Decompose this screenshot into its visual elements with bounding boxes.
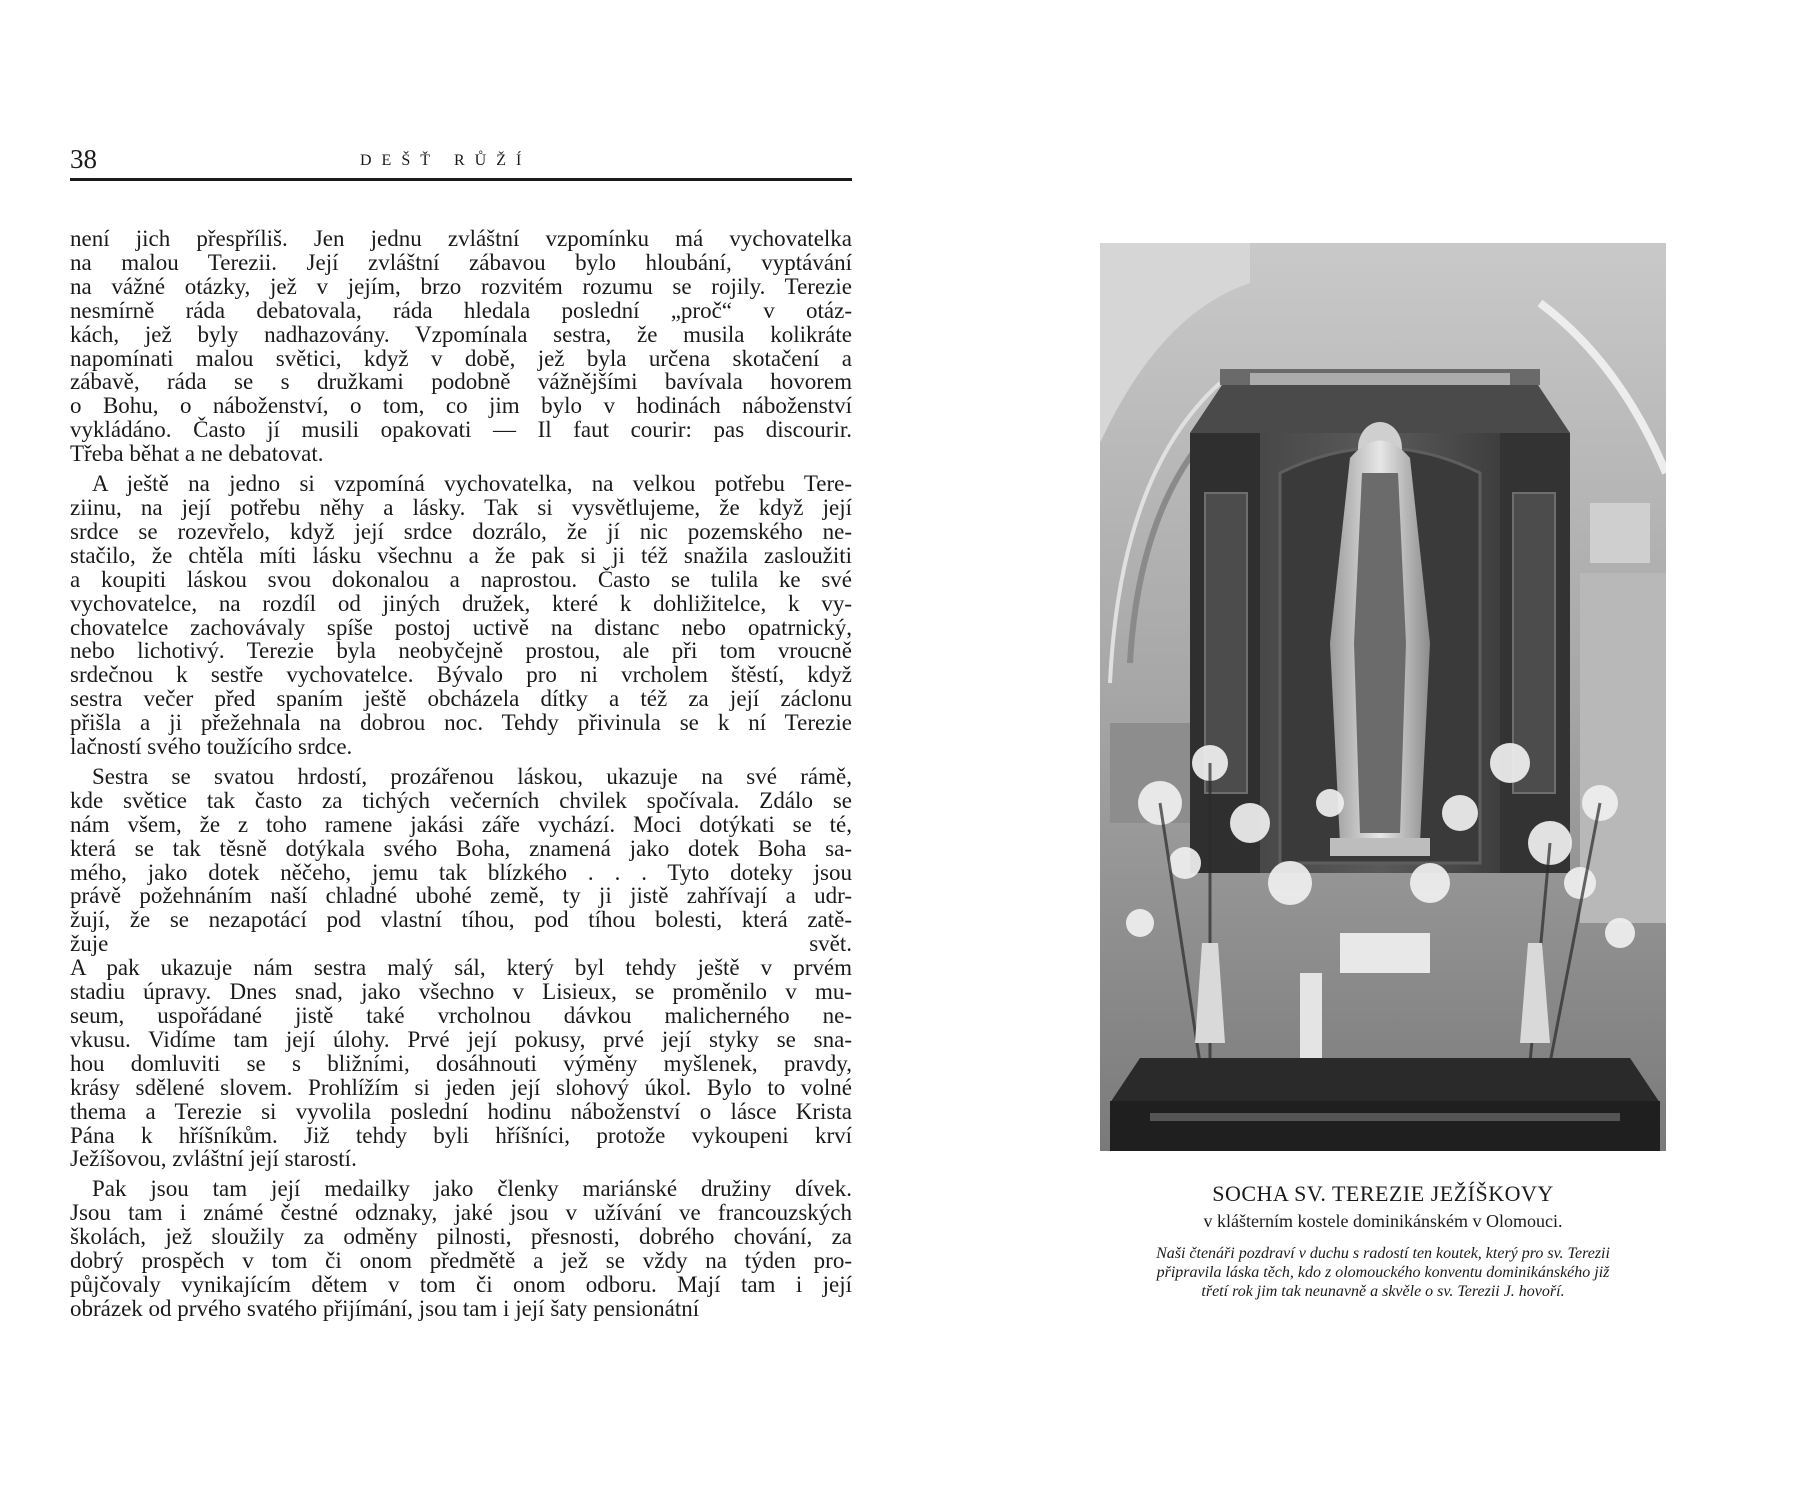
text-line: školách, jež sloužily za odměny pilnosti, přesnosti, dobrého chování, za [70, 1224, 852, 1250]
text-line: přišla a ji přežehnala na dobrou noc. Tehdy přivinula se k ní Terezie [70, 710, 852, 736]
text-line: thema a Terezie si vyvolila poslední hodinu náboženství o lásce Krista [70, 1098, 852, 1124]
text-line: právě požehnáním naší chladné ubohé země, ty ji jistě zahřívají a udr- [70, 883, 852, 909]
text-line: žuje svět. [70, 931, 852, 957]
body-text [70, 227, 852, 1321]
text-line: na vážné otázky, jež v jejím, brzo rozvitém rozumu se rojily. Terezie [70, 273, 852, 299]
text-line: kách, jež byly nadhazovány. Vzpomínala sestra, že musila kolikráte [70, 321, 852, 347]
text-line: mého, jako dotek něčeho, jemu tak blízkého . . . Tyto doteky jsou [70, 859, 852, 885]
text-line: obrázek od prvého svatého přijímání, jsou tam i její šaty pensionátní [70, 1295, 700, 1321]
paragraph [70, 227, 852, 466]
altar-photo [1100, 243, 1666, 1151]
figure-caption [1100, 1181, 1666, 1301]
text-line: vychovatelce, na rozdíl od jiných družek, které k dohližitelce, k vy- [70, 590, 852, 616]
paragraph [70, 472, 852, 759]
caption-note-line: Naši čtenáři pozdraví v duchu s radostí ten koutek, který pro sv. Terezii [1156, 1245, 1610, 1262]
text-line: Třeba běhat a ne debatovat. [70, 441, 324, 467]
paragraph [70, 765, 852, 1171]
text-line: sestra večer před spaním ještě obcházela dítky a též za její záclonu [70, 686, 852, 712]
text-line: nám všem, že z toho ramene jakási záře vychází. Moci dotýkati se té, [70, 811, 852, 837]
text-line: a koupiti láskou svou dokonalou a naprostou. Často se tulila ke své [70, 566, 852, 592]
text-line: zábavě, ráda se s družkami podobně vážnějšími bavívala hovorem [70, 369, 852, 395]
text-line: nebo lichotivý. Terezie byla neobyčejně prostou, ale při tom vroucně [70, 638, 852, 664]
text-line: Jsou tam i známé čestné odznaky, jaké jsou v užívání ve francouzských [70, 1200, 852, 1226]
text-line: Sestra se svatou hrdostí, prozářenou láskou, ukazuje na své rámě, [92, 763, 852, 789]
text-line: která se tak těsně dotýkala svého Boha, znamená jako dotek Boha sa- [70, 835, 852, 861]
text-line: srdečnou k sestře vychovatelce. Bývalo pro ni vrcholem štěstí, když [70, 662, 852, 688]
text-line: nesmírně ráda debatovala, ráda hledala poslední „proč“ v otáz- [70, 297, 852, 323]
caption-title: SOCHA SV. TEREZIE JEŽÍŠKOVY [1212, 1181, 1554, 1206]
text-line: napomínati malou světici, když v době, jež byla určena skotačení a [70, 345, 852, 371]
running-title: DEŠŤ RŮŽÍ [360, 152, 532, 169]
paragraph [70, 1177, 852, 1320]
text-line: seum, uspořádané jistě také vrcholnou dávkou malicherného ne- [70, 1003, 852, 1028]
text-line: stačilo, že chtěla míti lásku všechnu a že pak si ji též snažila zasloužiti [70, 542, 852, 568]
text-line: Pána k hříšníkům. Již tehdy byli hříšníci, protože vykoupeni krví [70, 1122, 852, 1148]
text-line: dobrý prospěch v tom či onom předmětě a jež se vždy na týden pro- [70, 1248, 852, 1274]
text-line: chovatelce zachovávaly spíše postoj uctivě na distanc nebo opatrnický, [70, 614, 852, 640]
text-line: kde světice tak často za tichých večerních chvilek spočívala. Zdálo se [70, 787, 852, 813]
text-line: vykládáno. Často jí musili opakovati — Il faut courir: pas discourir. [70, 417, 852, 443]
figure [1100, 243, 1666, 1301]
text-line: Pak jsou tam její medailky jako členky mariánské družiny dívek. [92, 1176, 852, 1202]
text-line: srdce se rozevřelo, když její srdce dozrálo, že jí nic pozemského ne- [70, 518, 852, 544]
caption-note [1083, 1244, 1683, 1301]
text-line: ziinu, na její potřebu něhy a lásky. Tak si vysvětlujeme, že když její [70, 494, 852, 520]
text-line: na malou Terezii. Její zvláštní zábavou bylo hloubání, vyptávání [70, 249, 852, 275]
text-line: A ještě na jedno si vzpomíná vychovatelka, na velkou potřebu Tere- [92, 471, 852, 497]
text-line: půjčovaly vynikajícím dětem v tom či onom odboru. Mají tam i její [70, 1271, 852, 1297]
running-head [70, 140, 852, 181]
text-line: hou domluviti se s bližními, dosáhnouti výměny myšlenek, pravdy, [70, 1050, 852, 1076]
text-line: o Bohu, o náboženství, o tom, co jim bylo v hodinách náboženství [70, 393, 852, 419]
caption-note-line: připravila láska těch, kdo z olomouckého konventu dominikánského již [1156, 1264, 1610, 1281]
caption-note-line: třetí rok jim tak neunavně a skvěle o sv. Terezii J. hovoří. [1201, 1283, 1565, 1300]
text-line: A pak ukazuje nám sestra malý sál, který byl tehdy ještě v prvém [70, 955, 852, 981]
text-line: vkusu. Vidíme tam její úlohy. Prvé její pokusy, prvé její styky se sna- [70, 1026, 852, 1052]
caption-subtitle: v klášterním kostele dominikánském v Olomouci. [1203, 1211, 1563, 1231]
text-line: lačností svého toužícího srdce. [70, 734, 353, 760]
text-line: krásy sdělené slovem. Prohlížím si jeden její slohový úkol. Bylo to volné [70, 1074, 852, 1100]
text-line: Ježíšovou, zvláštní její starostí. [70, 1146, 357, 1172]
altar-photo-illustration [1100, 243, 1666, 1151]
text-line: není jich přespříliš. Jen jednu zvláštní vzpomínku má vychovatelka [70, 226, 852, 251]
text-line: stadiu úpravy. Dnes snad, jako všechno v Lisieux, se proměnilo v mu- [70, 979, 852, 1005]
left-page [70, 140, 852, 1327]
page-number: 38 [70, 144, 97, 174]
text-line: žují, že se nezapotácí pod vlastní tíhou, pod tíhou bolesti, která zatě- [70, 907, 852, 933]
